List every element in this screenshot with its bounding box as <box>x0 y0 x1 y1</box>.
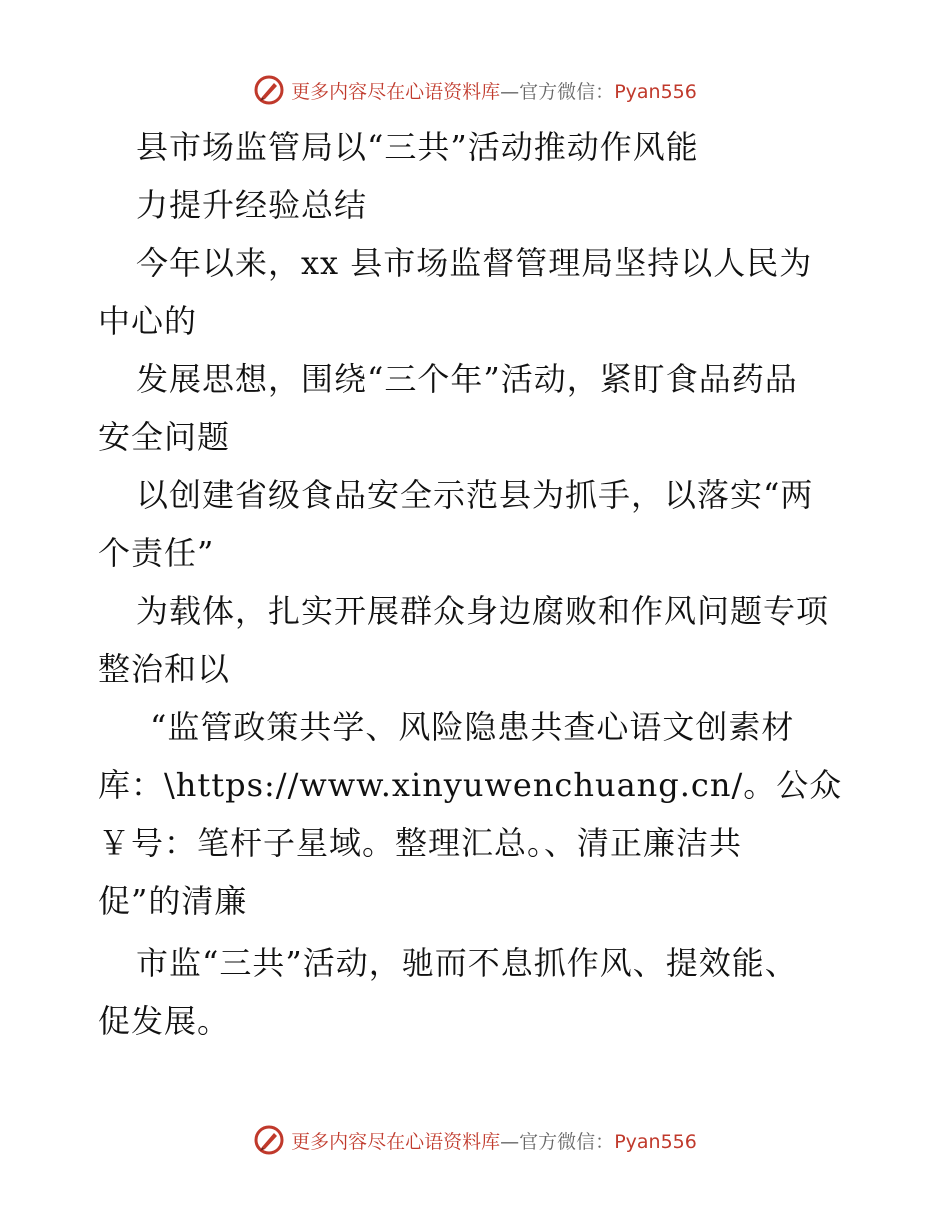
paragraph-line: 今年以来，xx 县市场监督管理局坚持以人民为 <box>136 244 813 282</box>
header-watermark-banner <box>0 70 950 110</box>
paragraph-line: ￥号：笔杆子星域。整理汇总。、清正廉洁共 <box>98 824 743 862</box>
banner-main-text: 更多内容尽在心语资料库 <box>291 1130 501 1153</box>
pen-logo-icon <box>253 74 285 106</box>
paragraph-line: 整治和以 <box>98 650 231 688</box>
banner-text <box>291 1127 697 1154</box>
banner-wechat-id: Pyan556 <box>614 1130 697 1153</box>
title-line-1: 县市场监管局以“三共”活动推动作风能 <box>136 128 699 166</box>
paragraph-line: 以创建省级食品安全示范县为抓手，以落实“两 <box>136 476 814 514</box>
paragraph-line: 为载体，扎实开展群众身边腐败和作风问题专项 <box>136 592 830 630</box>
paragraph-line: 促发展。 <box>98 1002 231 1040</box>
title-line-2: 力提升经验总结 <box>136 186 368 224</box>
banner-wechat-label: —官方微信： <box>500 1130 615 1153</box>
paragraph-line: 中心的 <box>98 302 198 340</box>
paragraph-line: 促”的清廉 <box>98 882 248 920</box>
banner-text <box>291 77 697 104</box>
banner-wechat-label: —官方微信： <box>500 80 615 103</box>
banner-main-text: 更多内容尽在心语资料库 <box>291 80 501 103</box>
pen-logo-icon <box>253 1124 285 1156</box>
paragraph-line: 发展思想，围绕“三个年”活动，紧盯食品药品 <box>136 360 798 398</box>
footer-watermark-banner <box>0 1120 950 1160</box>
paragraph-line: 库：\https://www.xinyuwenchuang.cn/。公众 <box>98 766 843 804</box>
paragraph-line: 市监“三共”活动，驰而不息抓作风、提效能、 <box>136 944 798 982</box>
paragraph-line: “监管政策共学、风险隐患共查心语文创素材 <box>150 708 795 746</box>
paragraph-line: 安全问题 <box>98 418 231 456</box>
banner-wechat-id: Pyan556 <box>614 80 697 103</box>
paragraph-line: 个责任” <box>98 534 215 572</box>
